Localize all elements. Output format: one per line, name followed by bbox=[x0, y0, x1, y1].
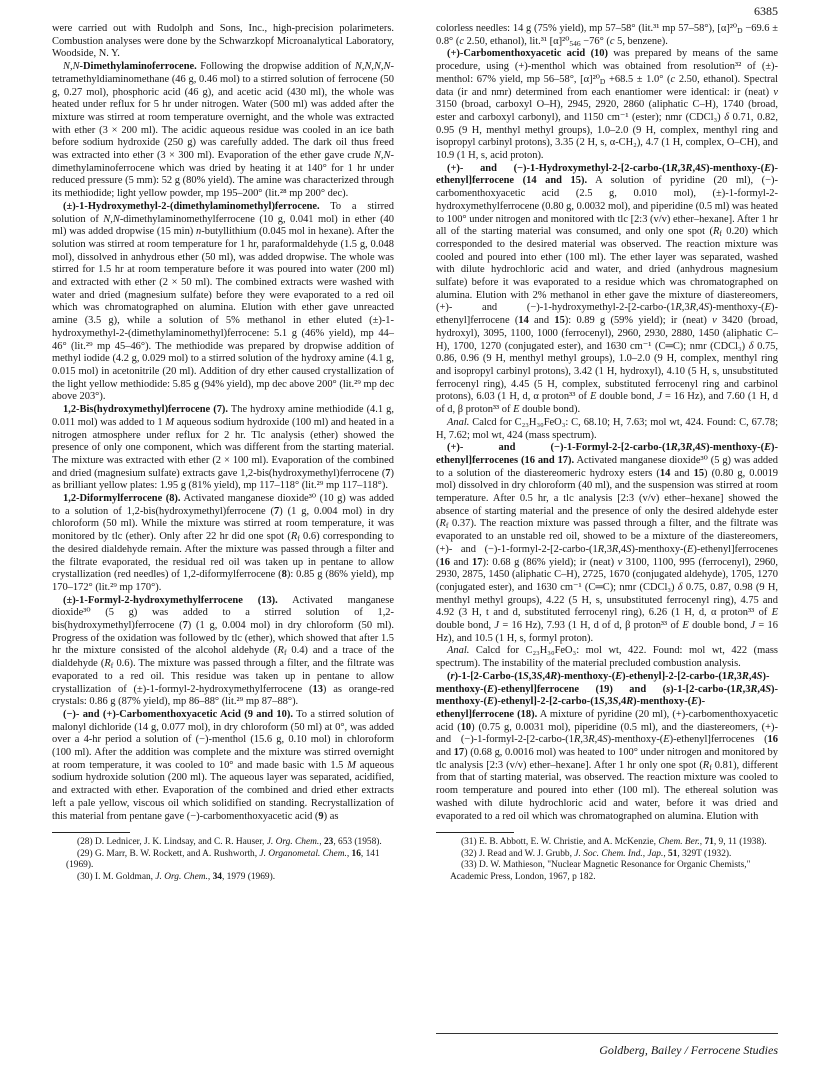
paragraph: (+)-Carbomenthoxyacetic acid (10) was prepared by means of the same procedure, using (+)-menthol which was obtained from resolution³² of (±)-menthol: 67% yield, mp 56–58°, $[\alpha]^{20}_D +68.5 \pm 1.0^\circ$ (c 2.50, ethanol). Spectral data (ir and nmr) determined from each enantiomer were identical: ir (neat) ν 3150 (broad, carboxyl O–H), 2945, 2920, 2860 (aliphatic C–H), 1740 (broad, ester and carboxyl carbonyl), and 1150 cm⁻¹ (ester); nmr (CDCl₃) δ 0.71, 0.82, 0.95 (9 H, menthyl methyl groups), 1.0–2.0 (9 H, complex, menthyl ring and isopropyl carbinyl protons), 3.35 (2 H, s, α-CH₂), 4.7 (1 H, complex, O–CH), and 10.9 (1 H, s, acid proton). bbox=[436, 48, 779, 162]
footnote: (29) G. Marr, B. W. Rockett, and A. Rushworth, J. Organometal. Chem., 16, 141 (1969). bbox=[66, 848, 380, 871]
footnote: (31) E. B. Abbott, E. W. Christie, and A. McKenzie, Chem. Ber., 71, 9, 11 (1938). bbox=[461, 837, 767, 848]
paragraph: Anal. Calcd for C₂₃H₃₀FeO₃: mol wt, 422. Found: mol wt, 422 (mass spectrum). The instability of the material precluded combustion analysis. bbox=[436, 645, 778, 670]
right-footnotes bbox=[436, 837, 778, 883]
paragraph: 1,2-Diformylferrocene (8). Activated manganese dioxide³⁰ (10 g) was added to a solution of 1,2-bis(hydroxymethyl)ferrocene (7) (1 g, 0.004 mol) in dry chloroform (50 ml). While the mixture was stirred at room temperature, it was monitored by tlc (ether). Only after 22 hr did one spot ($R_f$ 0.6) corresponding to the desired dialdehyde remain. After the mixture was passed through a filter and the filtrate evaporated, the residual red oil was taken up in pentane to allow crystallization (red needles) of 1,2-diformylferrocene (8): 0.85 g (86% yield), mp 170–172° (lit.²⁹ mp 170°). bbox=[52, 493, 395, 593]
paragraph: (+)- and (−)-1-Hydroxymethyl-2-[2-carbo-(1R,3R,4S)-menthoxy-(E)-ethenyl]ferrocene (14 and 15). A solution of pyridine (20 ml), (−)-carbomenthoxyacetic acid (2.5 g, 0.010 mol), (±)-1-formyl-2-hydroxymethylferrocene (0.80 g, 0.0032 mol), and piperidine (0.5 ml) was heated to 100° under nitrogen and monitored with tlc [2:3 (v/v) ether–hexane]. After 1 hr all of the starting material was consumed, and only one spot ($R_f$ 0.20) which corresponded to the desired material was observed. The reaction mixture was cooled and poured into ether (100 ml). The ether layer was separated, washed with dilute hydrochloric acid and water, and dried (anhydrous magnesium sulfate) before it was evaporated to a residue which was chromatographed on alumina. Elution with 2% methanol in ether gave the mixture of diastereomers, (+)- and (−)-1-hydroxymethyl-2-[2-carbo-(1R,3R,4S)-menthoxy-(E)-ethenyl]ferrocene (14 and 15): 0.89 g (59% yield); ir (neat) ν 3420 (broad, hydroxyl), 3095, 1100, 1000 (ferrocenyl), 2960, 2930, 2880, 1450 (aliphatic C–H), 1700, 1270 (conjugated ester), and 1630 cm⁻¹ (C═C); nmr (CDCl₃) δ 0.75, 0.86, 0.96 (9 H, menthyl methyl groups), 1.0–2.0 (9 H, complex, menthyl ring and isopropyl carbinyl protons), 3.42 (1 H, hydroxyl), 4.10 (5 H, s, unsubstituted ferrocenyl ring), 4.45 (5 H, complex, substituted ferrocenyl ring and carbinol protons), 6.03 (1 H, d, α proton³³ of E double bond, J = 16 Hz), and 7.60 (1 H, d of d, β proton³³ of E double bond). bbox=[436, 162, 779, 416]
left-body bbox=[52, 23, 394, 823]
footnote: (32) J. Read and W. J. Grubb, J. Soc. Chem. Ind., Jap., 51, 329T (1932). bbox=[461, 848, 732, 859]
paragraph: were carried out with Rudolph and Sons, Inc., high-precision polarimeters. Combustion analyses were done by the Schwarzkopf Microanalytical Laboratory, Woodside, N. Y. bbox=[52, 23, 394, 60]
footnote: (28) D. Lednicer, J. K. Lindsay, and C. R. Hauser, J. Org. Chem., 23, 653 (1958). bbox=[77, 837, 382, 848]
page-number: 6385 bbox=[754, 4, 778, 18]
paragraph: (r)-1-[2-Carbo-(1S,3S,4R)-menthoxy-(E)-ethenyl]-2-[2-carbo-(1R,3R,4S)-menthoxy-(E)-ethenyl]ferrocene (19) and (s)-1-[2-carbo-(1R,3R,4S)-menthoxy-(E)-ethenyl]-2-[2-carbo-(1S,3S,4R)-menthoxy-(E)-ethenyl]ferrocene (18). A mixture of pyridine (20 ml), (+)-carbomenthoxyacetic acid (10) (0.75 g, 0.0031 mol), piperidine (0.5 ml), and the diastereomers, (+)- and (−)-1-formyl-2-[2-carbo-(1R,3R,4S)-menthoxy-(E)-ethenyl]ferrocenes (16 and 17) (0.68 g, 0.0016 mol) was heated to 100° under nitrogen and monitored by tlc analysis [2:3 (v/v) ether–hexane]. After 1 hr only one spot ($R_f$ 0.81), different from that of starting material, was observed. The reaction mixture was cooled to room temperature and poured into ether (100 ml). The ethereal solution was washed with dilute hydrochloric acid and water, before it was dried and evaporated to a red oil which was chromatographed on alumina. Elution with bbox=[436, 670, 778, 822]
footnote: (30) I. M. Goldman, J. Org. Chem., 34, 1979 (1969). bbox=[77, 871, 276, 882]
left-column bbox=[52, 23, 394, 883]
paragraph: 1,2-Bis(hydroxymethyl)ferrocene (7). The hydroxy amine methiodide (4.1 g, 0.011 mol) was added to 1 M aqueous sodium hydroxide (100 ml) and heated in a nitrogen atmosphere under reflux for 2 hr. Tlc analysis (ether) showed the presence of only one component, which was different from the starting material. The mixture was extracted with ether (2 × 100 ml). Evaporation of the combined and dried (magnesium sulfate) extracts gave 1,2-bis(hydroxymethyl)ferrocene (7) as brilliant yellow plates: 1.95 g (81% yield), mp 117–118° (lit.²⁹ mp 117–118°). bbox=[52, 404, 394, 492]
footnote: (33) D. W. Mathieson, "Nuclear Magnetic Resonance for Organic Chemists," Academic Press, London, 1967, p 182. bbox=[450, 860, 751, 882]
footnote-rule bbox=[436, 832, 514, 833]
right-column bbox=[436, 23, 778, 883]
paragraph: (−)- and (+)-Carbomenthoxyacetic Acid (9 and 10). To a stirred solution of malonyl dichloride (14 g, 0.077 mol), in dry chloroform (50 ml) at 0°, was added over a 4-hr period a solution of (−)-menthol (15.6 g, 0.10 mol) in chloroform (100 ml). After the addition was complete and the mixture was stirred overnight at room temperature, it was cooled to 10° and made basic with 1.5 M aqueous sodium hydroxide solution (200 ml). The aqueous layer was separated, acidified, and extracted with ether. Evaporation of the combined and dried ether extracts left a pale yellow, viscous oil which solidified on standing. Recrystallization of this material from pentane gave (−)-carbomenthoxyacetic acid (9) as bbox=[52, 708, 394, 822]
right-body bbox=[436, 23, 778, 823]
paragraph: N,N-Dimethylaminoferrocene. Following the dropwise addition of N,N,N,N-tetramethyldiaminomethane (46 g, 0.46 mol) to a stirred solution of ferrocene (50 g, 0.27 mol), phosphoric acid (46 g), and acetic acid (430 ml), the whole was heated under reflux for 5 hr under nitrogen. Water (500 ml) was added after the mixture was stirred at room temperature overnight, and the whole was extracted with ether (3 × 200 ml). The acidic aqueous residue was cooled in an ice bath before sodium hydroxide (250 g) was carefully added. The dark oil thus freed was extracted into ether (3 × 300 ml). Evaporation of the ether gave crude N,N-dimethylaminoferrocene which was dried by heating it at 140° for 1 hr under reduced pressure (5 mm): 52 g (80% yield). The amine was characterized through its methiodide; light yellow powder, mp 195–200° (lit.²⁸ mp 200° dec). bbox=[52, 61, 394, 200]
paragraph: (±)-1-Hydroxymethyl-2-(dimethylaminomethyl)ferrocene. To a stirred solution of N,N-dimethylaminomethylferrocene (10 g, 0.041 mol) in ether (40 ml) was added dropwise (15 min) n-butyllithium (0.045 mol in hexane). After the solution was stirred at room temperature for 1 hr, paraformaldehyde (1.5 g, 0.048 mol), dissolved in anhydrous ether (50 ml), was added dropwise. The whole was stirred for 1.5 hr at room temperature before it was poured into water (200 ml) and extracted with ether (2 × 50 ml). The combined extracts were washed with water and dried (magnesium sulfate) before they were evaporated to a red oil which was chromatographed on alumina. Elution with ether gave unreacted amine (3.5 g), while a solution of 5% methanol in ether eluted (±)-1-hydroxymethyl-2-(dimethylaminomethyl)ferrocene: 5.1 g (46% yield), mp 44–46° (lit.²⁹ mp 45–46°). The methiodide was prepared by dropwise addition of methyl iodide (4.2 g, 0.029 mol) to a stirred solution of the hydroxy amine (4.1 g, 0.015 mol) in acetonitrile (20 ml). Addition of dry ether caused crystallization of the light yellow methiodide: 5.85 g (94% yield), mp dec above 200° (lit.²⁹ mp dec above 203°). bbox=[52, 200, 394, 403]
paragraph: colorless needles: 14 g (75% yield), mp 57–58° (lit.³¹ mp 57–58°), $[\alpha]^{20}_D -69.6 \pm 0.8^\circ$ (c 2.50, ethanol), lit.³¹ $[\alpha]^{20}_{546} -76^\circ$ (c 5, benzene). bbox=[436, 23, 778, 48]
paragraph: (+)- and (−)-1-Formyl-2-[2-carbo-(1R,3R,4S)-menthoxy-(E)-ethenyl]ferrocenes (16 and 17). Activated manganese dioxide³⁰ (5 g) was added to a solution of the diastereomeric hydroxy esters (14 and 15) (0.80 g, 0.0019 mol) dissolved in dry chloroform (40 ml), and the suspension was stirred at room temperature. After 0.5 hr, a tlc analysis [2:3 (v/v) ether–hexane] showed the absence of starting material and the presence of only the desired aldehyde ester ($R_f$ 0.37). The reaction mixture was passed through a filter, and the filtrate was evaporated to an unstable red oil, showed to be a mixture of the diastereomers, (+)- and (−)-1-formyl-2-[2-carbo-(1R,3R,4S)-menthoxy-(E)-ethenyl]ferrocenes (16 and 17): 0.68 g (86% yield); ir (neat) ν 3100, 1100, 995 (ferrocenyl), 2960, 2930, 2875, 1450 (aliphatic C–H), 2725, 1670 (conjugated aldehyde), 1705, 1270 (conjugated ester), and 1630 cm⁻¹ (C═C); nmr (CDCl₃) δ 0.75, 0.87, 0.98 (9 H, menthyl methyl groups), 4.22 (5 H, s, unsubstituted ferrocenyl ring), 4.75 and 4.92 (3 H, t and d, substituted ferrocenyl ring), 6.26 (1 H, d, α proton³³ of E double bond, J = 16 Hz), 7.93 (1 H, d of d, β proton³³ of E double bond, J = 16 Hz), and 10.5 (1 H, s, formyl proton). bbox=[436, 442, 779, 644]
left-footnotes bbox=[52, 837, 394, 883]
running-footer: Goldberg, Bailey / Ferrocene Studies bbox=[599, 1043, 778, 1057]
paragraph: Anal. Calcd for C₂₃H₃₀FeO₃: C, 68.10; H, 7.63; mol wt, 424. Found: C, 67.78; H, 7.62; mol wt, 424 (mass spectrum). bbox=[436, 416, 778, 441]
footnote-rule bbox=[52, 832, 130, 833]
paragraph: (±)-1-Formyl-2-hydroxymethylferrocene (13). Activated manganese dioxide³⁰ (5 g) was added to a stirred solution of 1,2-bis(hydroxymethyl)ferrocene (7) (1 g, 0.004 mol) in dry chloroform (50 ml). Progress of the oxidation was followed by tlc (ether), which showed that after 1.5 hr the mixture consisted of the alcohol aldehyde ($R_f$ 0.4) and a trace of the dialdehyde ($R_f$ 0.6). The mixture was passed through a filter, and the filtrate was evaporated to a red oil. This residue was taken up in pentane to allow crystallization of (±)-1-formyl-2-hydroxymethylferrocene (13) as orange-red crystals: 0.86 g (87% yield), mp 86–88° (lit.²⁹ mp 87–88°). bbox=[52, 594, 394, 708]
footer-rule bbox=[436, 1033, 778, 1034]
